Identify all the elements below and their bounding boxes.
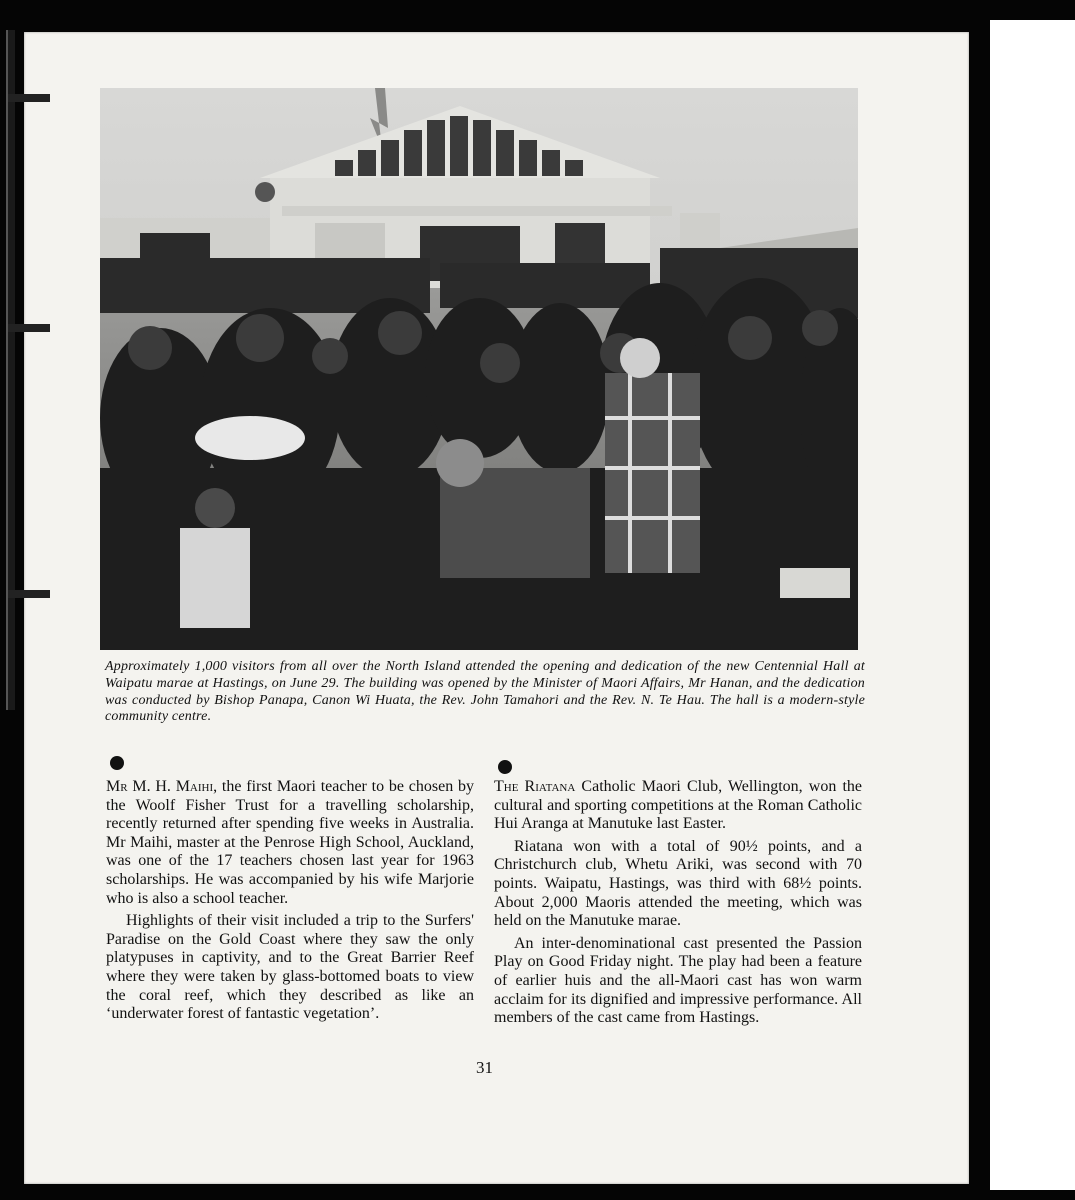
paragraph: Highlights of their visit included a trip to the Surfers' Paradise on the Gold Coast where they saw the only platypuses in captivity, and to the Great Barrier Reef where they were taken by glass-bottomed boats to view the coral reef, which they described as like an ‘underwater forest of fantastic vegetation’. bbox=[106, 912, 474, 1023]
bullet-icon bbox=[498, 760, 512, 774]
hall-opening-photo bbox=[100, 88, 858, 650]
page-margin-strip bbox=[990, 20, 1075, 1190]
lead-name: The Riatana bbox=[494, 778, 576, 795]
scanner-rod bbox=[6, 30, 15, 710]
paragraph bbox=[494, 778, 862, 834]
page-number: 31 bbox=[476, 1058, 493, 1077]
article-riatana bbox=[494, 778, 862, 1032]
paragraph-text: Catholic Maori Club, Wellington, won the cultural and sporting competitions at the Roman Catholic Hui Aranga at Manutuke last Easter. bbox=[494, 778, 862, 833]
photo-caption: Approximately 1,000 visitors from all over the North Island attended the opening and dedication of the new Centennial Hall at Waipatu marae at Hastings, on June 29. The building was opened by the Minister of Maori Affairs, Mr Hanan, and the dedication was conducted by Bishop Panapa, Canon Wi Huata, the Rev. John Tamahori and the Rev. N. Te Hau. The hall is a modern-style community centre. bbox=[105, 659, 865, 725]
article-maihi bbox=[106, 778, 474, 1028]
paragraph bbox=[106, 778, 474, 908]
paragraph: An inter-denominational cast presented the Passion Play on Good Friday night. The play had been a feature of earlier huis and the all-Maori cast has won warm acclaim for its dignified and impressive performance. All members of the cast came from Hastings. bbox=[494, 934, 862, 1027]
paragraph-text: the first Maori teacher to be chosen by the Woolf Fisher Trust for a travelling scholarship, recently returned after spending five weeks in Australia. Mr Maihi, master at the Penrose High School, Auckland, was one of the 17 teachers chosen last year for 1963 scholarships. He was accompanied by his wife Marjorie who is also a school teacher. bbox=[106, 778, 474, 907]
paragraph: Riatana won with a total of 90½ points, and a Christchurch club, Whetu Ariki, was second with 70 points. Waipatu, Hastings, was third with 68½ points. About 2,000 Maoris attended the meeting, which was held on the Manutuke marae. bbox=[494, 837, 862, 930]
lead-name: Mr M. H. Maihi, bbox=[106, 778, 218, 795]
bullet-icon bbox=[110, 756, 124, 770]
